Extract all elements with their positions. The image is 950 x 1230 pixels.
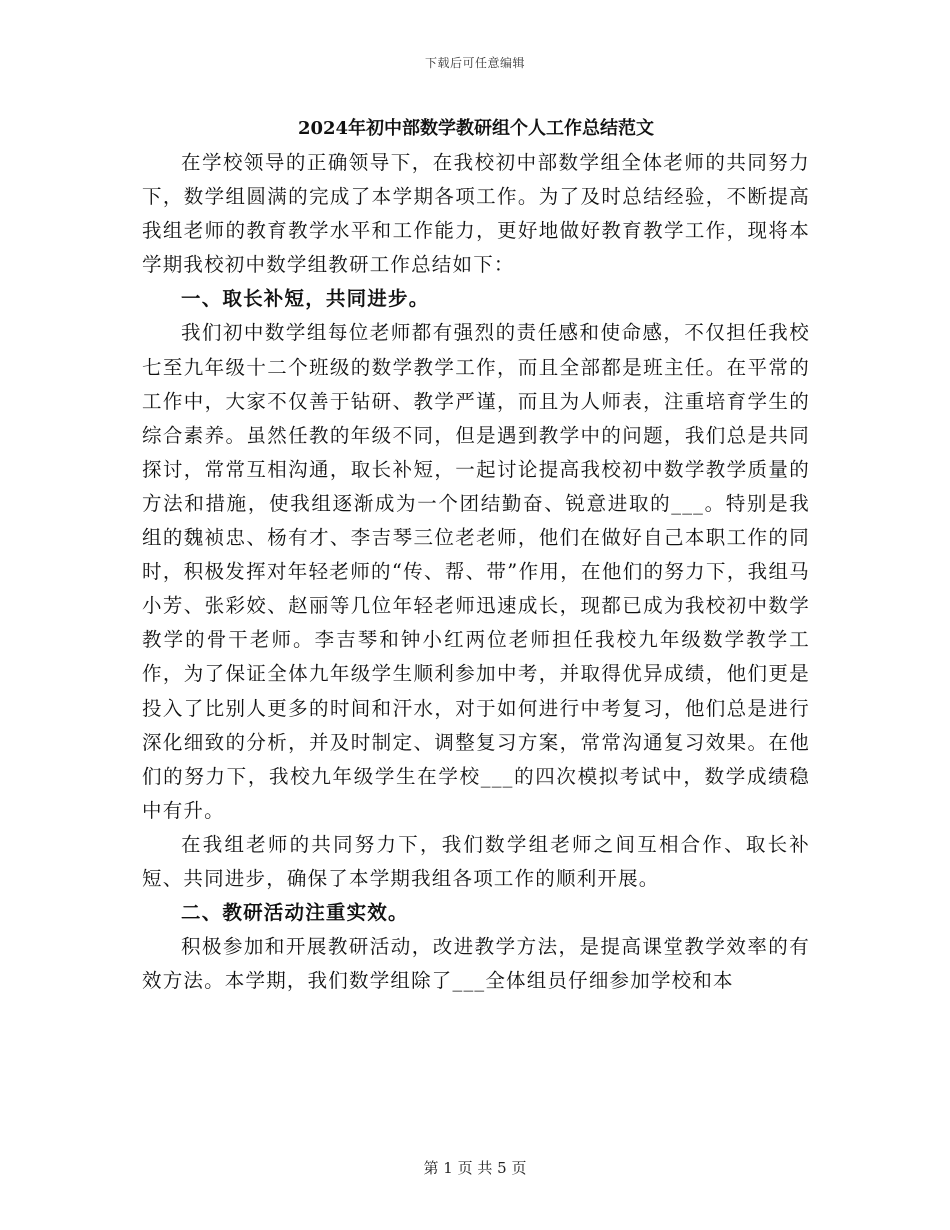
paragraph-section-1-summary: 在我组老师的共同努力下，我们数学组老师之间互相合作、取长补短、共同进步，确保了本学期我组各项工作的顺利开展。 (142, 832, 810, 890)
section-heading-2: 二、教研活动注重实效。 (181, 901, 409, 925)
section-heading-1: 一、取长补短，共同进步。 (181, 287, 430, 311)
page-footer: 第 1 页 共 5 页 (423, 1159, 527, 1177)
header-note: 下载后可任意编辑 (424, 56, 525, 70)
paragraph-section-1: 我们初中数学组每位老师都有强烈的责任感和使命感，不仅担任我校七至九年级十二个班级的数学教学工作，而且全部都是班主任。在平常的工作中，大家不仅善于钻研、教学严谨，而且为人师表，注重培育学生的综合素养。虽然任教的年级不同，但是遇到教学中的问题，我们总是共同探讨，常常互相沟通，取长补短，一起讨论提高我校初中数学教学质量的方法和措施，使我组逐渐成为一个团结勤奋、锐意进取的___。特别是我组的魏祯忠、杨有才、李吉琴三位老老师，他们在做好自己本职工作的同时，积极发挥对年轻老师的“传、帮、带”作用，在他们的努力下，我组马小芳、张彩姣、赵丽等几位年轻老师迅速成长，现都已成为我校初中数学教学的骨干老师。李吉琴和钟小红两位老师担任我校九年级数学教学工作，为了保证全体九年级学生顺利参加中考，并取得优异成绩，他们更是投入了比别人更多的时间和汗水，对于如何进行中考复习，他们总是进行深化细致的分析，并及时制定、调整复习方案，常常沟通复习效果。在他们的努力下，我校九年级学生在学校___的四次模拟考试中，数学成绩稳中有升。 (142, 321, 810, 822)
paragraph-section-2: 积极参加和开展教研活动，改进教学方法，是提高课堂教学效率的有效方法。本学期，我们数学组除了___全体组员仔细参加学校和本 (142, 935, 810, 993)
document-body (142, 112, 810, 998)
paragraph-intro: 在学校领导的正确领导下，在我校初中部数学组全体老师的共同努力下，数学组圆满的完成了本学期各项工作。为了及时总结经验，不断提高我组老师的教育教学水平和工作能力，更好地做好教育教学工作，现将本学期我校初中数学组教研工作总结如下： (142, 151, 810, 277)
document-title: 2024年初中部数学教研组个人工作总结范文 (297, 118, 655, 139)
